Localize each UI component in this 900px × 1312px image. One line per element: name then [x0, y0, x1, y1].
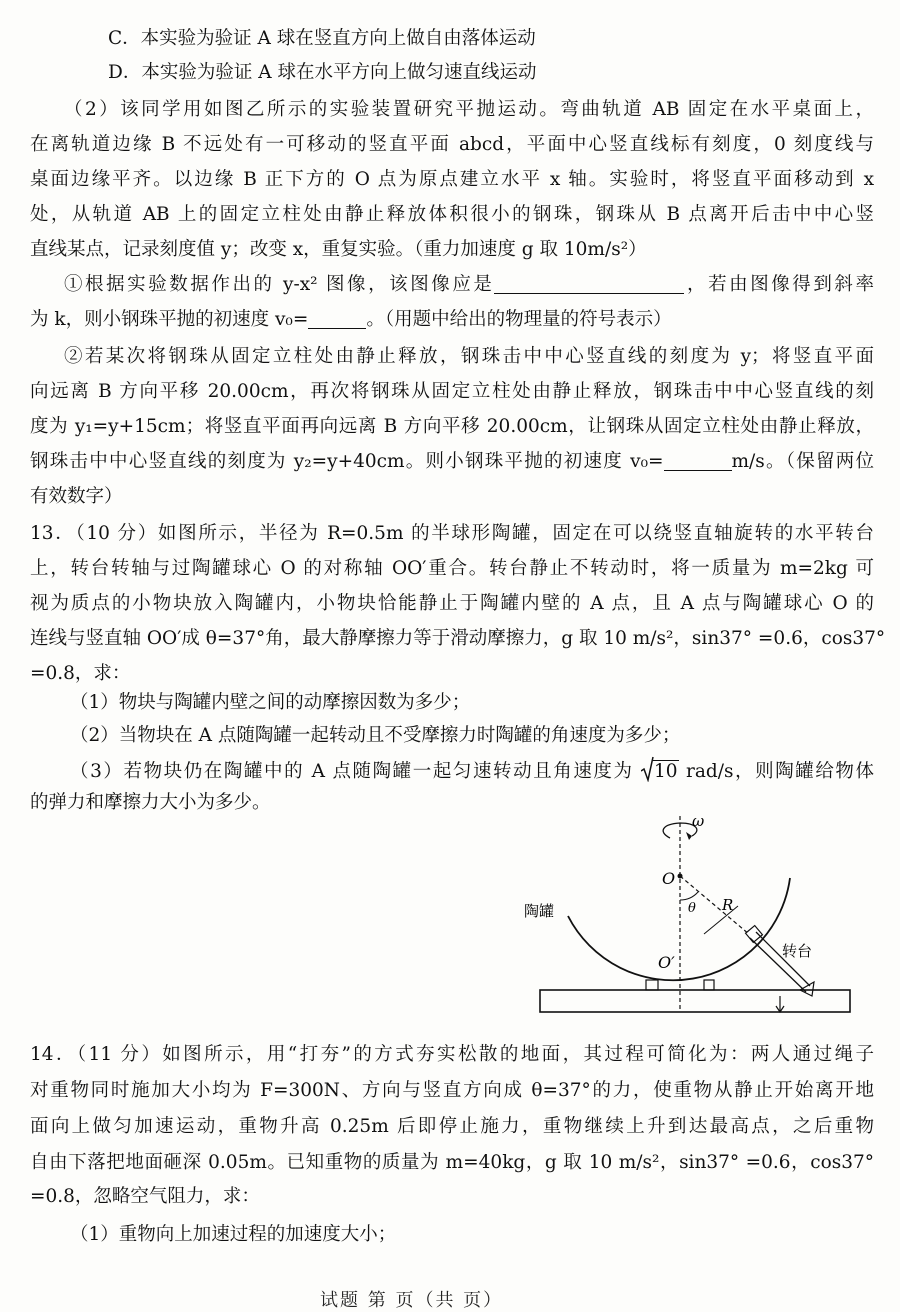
q13-stem-line: 上，转台转轴与过陶罐球心 O 的对称轴 OO′重合。转台静止不转动时，将一质量为 m=2kg 可	[30, 558, 874, 579]
q14-stem-line: =0.8，忽略空气阻力，求：	[30, 1186, 260, 1207]
q13-stem-line: 13．（10 分）如图所示，半径为 R=0.5m 的半球形陶罐，固定在可以绕竖直轴旋转的水平转台	[30, 523, 874, 544]
turntable-base	[540, 990, 850, 1012]
label-omega: ω	[692, 812, 705, 830]
sqrt-radicand: 10	[654, 761, 678, 782]
label-o-prime: O′	[658, 953, 675, 972]
q13-figure	[510, 812, 880, 1024]
q12-sub2-line: ②若某次将钢珠从固定立柱处由静止释放，钢珠击中中心竖直线的刻度为 y；将竖直平面	[64, 346, 874, 367]
q12-sub1-line	[30, 306, 874, 334]
label-pot: 陶罐	[524, 902, 555, 920]
page-footer: 试题 第 页（共 页）	[320, 1290, 504, 1311]
turntable-leader-tip	[800, 982, 814, 996]
q14-stem-line: 面向上做匀加速运动，重物升高 0.25m 后即停止施力，重物继续上升到达最高点，之后重物	[30, 1116, 874, 1137]
q12-sub2-line: 向远离 B 方向平移 20.00cm，再次将钢珠从固定立柱处由静止释放，钢珠击中中心竖直线的刻	[30, 381, 874, 402]
q12-sub1-text-b: ，若由图像得到斜率	[684, 274, 874, 295]
hemisphere-turntable-diagram	[510, 812, 880, 1024]
option-d: D．本实验为验证 A 球在水平方向上做匀速直线运动	[108, 62, 537, 83]
q12-sub1-text-a: ①根据实验数据作出的 y-x² 图像，该图像应是	[64, 274, 495, 295]
q14-sub1: （1）重物向上加速过程的加速度大小；	[70, 1224, 397, 1245]
label-theta: θ	[688, 901, 696, 916]
q13-stem-line: 连线与竖直轴 OO′成 θ=37°角，最大静摩擦力等于滑动摩擦力，g 取 10 m/s²，sin37° =0.6，cos37°	[30, 628, 886, 649]
q12-sub2-text-a: 钢珠击中中心竖直线的刻度为 y₂=y+40cm。则小钢珠平抛的初速度 v₀=	[30, 451, 664, 472]
q12-sub2-line	[30, 448, 874, 476]
theta-arc	[680, 892, 698, 900]
q13-sub3-line: 的弹力和摩擦力大小为多少。	[30, 792, 271, 813]
q13-sub2: （2）当物块在 A 点随陶罐一起转动且不受摩擦力时陶罐的角速度为多少；	[70, 725, 681, 746]
q13-stem-line: 视为质点的小物块放入陶罐内，小物块恰能静止于陶罐内壁的 A 点，且 A 点与陶罐球心 O 的	[30, 593, 874, 614]
q12-part2-line: 处，从轨道 AB 上的固定立柱处由静止释放体积很小的钢珠，钢珠从 B 点离开后击中中心竖	[30, 204, 874, 225]
q12-sub2-text-b: m/s。（保留两位	[731, 451, 874, 472]
label-r: R	[722, 896, 734, 914]
option-c: C．本实验为验证 A 球在竖直方向上做自由落体运动	[108, 28, 536, 49]
answer-blank-graph[interactable]	[494, 273, 684, 294]
q13-sub1: （1）物块与陶罐内壁之间的动摩擦因数为多少；	[70, 692, 471, 713]
q13-sub3-line	[70, 758, 874, 786]
q12-sub2-line: 有效数字）	[30, 486, 123, 507]
q13-stem-line: =0.8，求：	[30, 663, 131, 684]
q13-sub3-text-a: （3）若物块仍在陶罐中的 A 点随陶罐一起匀速转动且角速度为	[70, 761, 642, 782]
label-turntable: 转台	[782, 942, 813, 960]
q14-stem-line: 自由下落把地面砸深 0.05m。已知重物的质量为 m=40kg，g 取 10 m/s²，sin37° =0.6，cos37°	[30, 1152, 874, 1173]
rotation-arrowhead-icon	[686, 832, 692, 840]
q12-sub1-text-b: 。（用题中给出的物理量的符号表示）	[366, 309, 672, 330]
q14-stem-line: 对重物同时施加大小均为 F=300N、方向与竖直方向成 θ=37°的力，使重物从静止开始离开地	[30, 1080, 874, 1101]
label-o: O	[662, 869, 676, 888]
q14-stem-line: 14．（11 分）如图所示，用“打夯”的方式夯实松散的地面，其过程可简化为：两人通过绳子	[30, 1044, 874, 1065]
q12-part2-line: 在离轨道边缘 B 不远处有一可移动的竖直平面 abcd，平面中心竖直线标有刻度，0 刻度线与	[30, 134, 874, 155]
q12-sub2-line: 度为 y₁=y+15cm；将竖直平面再向远离 B 方向平移 20.00cm，让钢珠从固定立柱处由静止释放，	[30, 416, 874, 437]
q13-sub3-text-b: rad/s，则陶罐给物体	[678, 761, 875, 782]
q12-part2-line: （2）该同学用如图乙所示的实验装置研究平抛运动。弯曲轨道 AB 固定在水平桌面上，	[64, 99, 874, 120]
q12-sub1-line	[64, 271, 874, 299]
q12-sub1-text-a: 为 k，则小钢珠平抛的初速度 v₀=	[30, 309, 309, 330]
sqrt-expression	[641, 758, 679, 786]
answer-blank-v0-symbolic[interactable]	[308, 308, 366, 329]
bowl-foot	[704, 980, 714, 990]
answer-blank-v0-numeric[interactable]	[664, 450, 732, 471]
sqrt-sign-icon	[641, 756, 654, 782]
q12-part2-line: 直线某点，记录刻度值 y；改变 x，重复实验。（重力加速度 g 取 10m/s²）	[30, 239, 647, 260]
q12-part2-line: 桌面边缘平齐。以边缘 B 正下方的 O 点为原点建立水平 x 轴。实验时，将竖直平面移动到 x	[30, 169, 874, 190]
bowl-foot	[646, 980, 658, 990]
block-a	[746, 926, 763, 943]
